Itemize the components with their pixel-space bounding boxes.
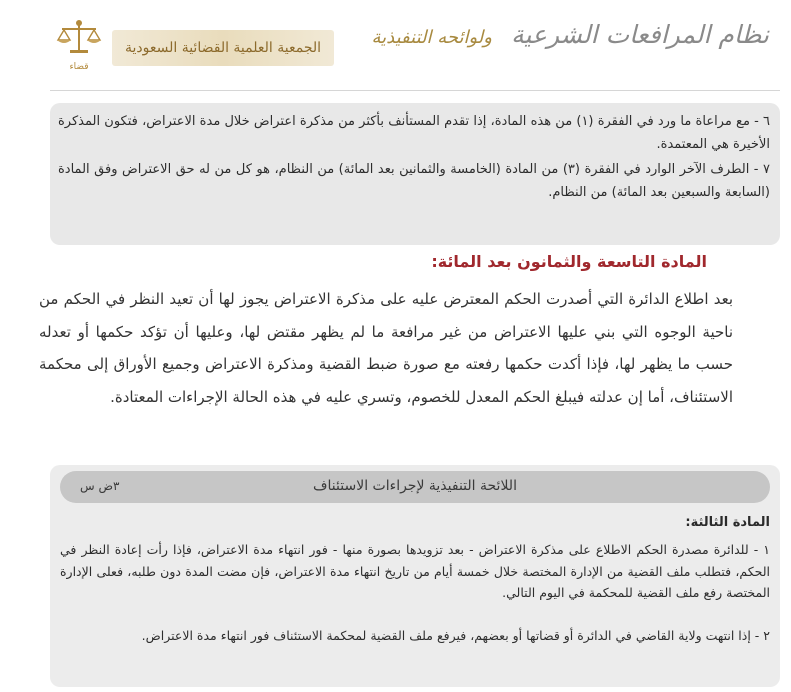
org-name: الجمعية العلمية القضائية السعودية — [124, 40, 322, 56]
scales-logo-icon — [52, 18, 106, 76]
article-body: بعد اطلاع الدائرة التي أصدرت الحكم المعترض عليه على مذكرة الاعتراض يجوز لها أن تعيد النظر في الحكم من ناحية الوجوه التي بني عليها الاعتراض من غير مرافعة ما لم يظهر مقتض لها، وعليها أن تؤكد حكمها أو تعدله حسب ما يظهر لها، فإذا أكدت حكمها رفعته مع صورة ضبط القضية ومذكرة الاعتراض وجميع الأوراق إلى محكمة الاستئناف، أما إن عدلته فيبلغ الحكم المعدل للخصوم، وتسري عليه في هذه الحالة الإجراءات المعتادة. — [39, 290, 733, 406]
org-banner — [112, 30, 334, 66]
continuation-box — [50, 103, 780, 245]
regulation-item-1: ١ - للدائرة مصدرة الحكم الاطلاع على مذكرة الاعتراض - بعد تزويدها بصورة منها - فور انتهاء مدة الاعتراض، فإذا رأت إعادة النظر في الحكم، فتطلب ملف القضية من الإدارة المختصة خلال خمسة أيام من تاريخ انتهاء مدة الاعتراض، فإن مضت المدة دون طلبه، فعلى الإدارة المختصة رفع ملف القضية للمحكمة في اليوم التالي. — [60, 542, 770, 600]
logo-text: قضاء — [69, 62, 89, 72]
book-title — [372, 20, 769, 49]
regulation-title: اللائحة التنفيذية لإجراءات الاستئناف — [313, 478, 517, 494]
paragraph-7: ٧ - الطرف الآخر الوارد في الفقرة (٣) من المادة (الخامسة والثمانين بعد المائة) من النظام، هو كل من له حق الاعتراض وفق المادة (السابعة والسبعين بعد المائة) من النظام. — [58, 162, 770, 200]
regulation-item-2: ٢ - إذا انتهت ولاية القاضي في الدائرة أو قضاتها أو بعضهم، فيرفع ملف القضية لمحكمة الاستئناف فور انتهاء مدة الاعتراض. — [141, 628, 770, 643]
book-title-main: نظام المرافعات الشرعية — [511, 20, 769, 49]
regulation-article-label: المادة الثالثة: — [685, 515, 770, 530]
regulation-box — [50, 465, 780, 687]
regulation-code: ٣ض س — [80, 479, 120, 493]
regulation-title-bar — [60, 471, 770, 503]
page-header — [0, 0, 791, 92]
paragraph-6: ٦ - مع مراعاة ما ورد في الفقرة (١) من هذه المادة، إذا تقدم المستأنف بأكثر من مذكرة اعتراض خلال مدة الاعتراض، فتكون المذكرة الأخيرة هي المعتمدة. — [58, 114, 770, 152]
header-divider — [50, 90, 780, 91]
article-heading: المادة التاسعة والثمانون بعد المائة: — [431, 252, 707, 271]
book-title-sub: ولوائحه التنفيذية — [371, 27, 492, 48]
